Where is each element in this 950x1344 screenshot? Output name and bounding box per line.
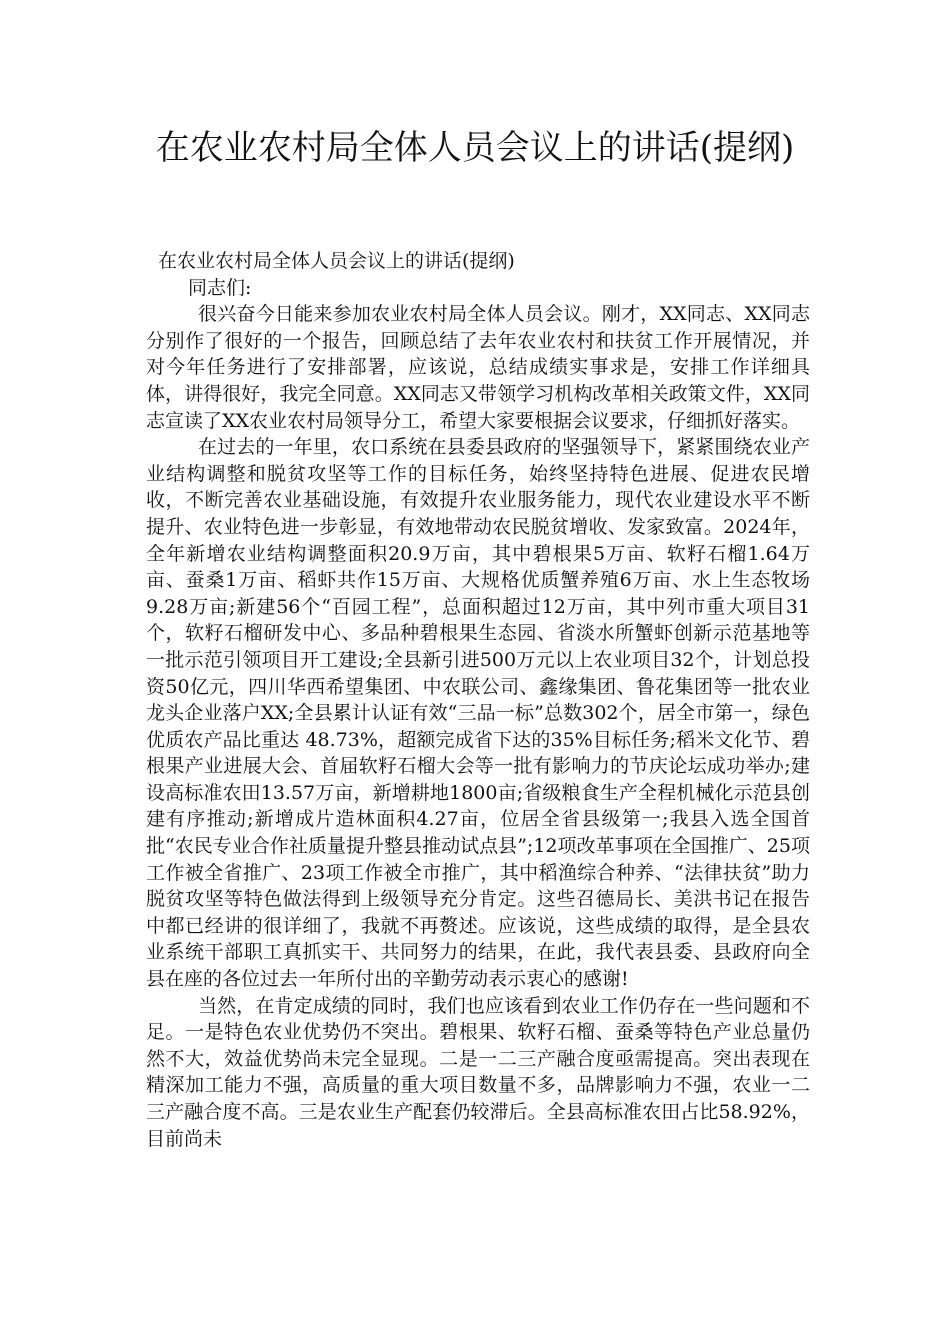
document-subtitle: 在农业农村局全体人员会议上的讲话(提纲) xyxy=(158,250,515,272)
document-title: 在农业农村局全体人员会议上的讲话(提纲) xyxy=(155,128,795,168)
paragraph-3: 当然，在肯定成绩的同时，我们也应该看到农业工作仍存在一些问题和不足。一是特色农业优势仍不突出。碧根果、软籽石榴、蚕桑等特色产业总量仍然不大，效益优势尚未完全显现。二是一二三产融合度亟需提高。突出表现在精深加工能力不强，高质量的重大项目数量不多，品牌影响力不强，农业一二三产融合度不高。三是农业生产配套仍较滞后。全县高标准农田占比58.92%，目前尚未 xyxy=(146,994,810,1150)
salutation: 同志们: xyxy=(188,276,252,299)
paragraph-1: 很兴奋今日能来参加农业农村局全体人员会议。刚才，XX同志、XX同志分别作了很好的一个报告，回顾总结了去年农业农村和扶贫工作开展情况，并对今年任务进行了安排部署，应该说，总结成绩实事求是，安排工作详细具体，讲得很好，我完全同意。XX同志又带领学习机构改革相关政策文件，XX同志宣读了XX农业农村局领导分工，希望大家要根据会议要求，仔细抓好落实。 xyxy=(146,303,810,432)
paragraph-2: 在过去的一年里，农口系统在县委县政府的坚强领导下，紧紧围绕农业产业结构调整和脱贫攻坚等工作的目标任务，始终坚持特色进展、促进农民增收，不断完善农业基础设施，有效提升农业服务能力，现代农业建设水平不断提升、农业特色进一步彰显，有效地带动农民脱贫增收、发家致富。2024年，全年新增农业结构调整面积20.9万亩，其中碧根果5万亩、软籽石榴1.64万亩、蚕桑1万亩、稻虾共作15万亩、大规格优质蟹养殖6万亩、水上生态牧场9.28万亩;新建56个“百园工程”，总面积超过12万亩，其中列市重大项目31个，软籽石榴研发中心、多品种碧根果生态园、省淡水所蟹虾创新示范基地等一批示范引领项目开工建设;全县新引进500万元以上农业项目32个，计划总投资50亿元，四川华西希望集团、中农联公司、鑫缘集团、鲁花集团等一批农业龙头企业落户XX;全县累计认证有效“三品一标”总数302个，居全市第一，绿色优质农产品比重达 48.73%，超额完成省下达的35%目标任务;稻米文化节、碧根果产业进展大会、首届软籽石榴大会等一批有影响力的节庆论坛成功举办;建设高标准农田13.57万亩，新增耕地1800亩;省级粮食生产全程机械化示范县创建有序推动;新增成片造林面积4.27亩，位居全省县级第一;我县入选全国首批“农民专业合作社质量提升整县推动试点县”;12项改革事项在全国推广、25项工作被全省推广、23项工作被全市推广，其中稻渔综合种养、“法律扶贫”助力脱贫攻坚等特色做法得到上级领导充分肯定。这些召德局长、美洪书记在报告中都已经讲的很详细了，我就不再赘述。应该说，这些成绩的取得，是全县农业系统干部职工真抓实干、共同努力的结果，在此，我代表县委、县政府向全县在座的各位过去一年所付出的辛勤劳动表示衷心的感谢! xyxy=(146,436,810,991)
document-body xyxy=(146,248,810,1152)
